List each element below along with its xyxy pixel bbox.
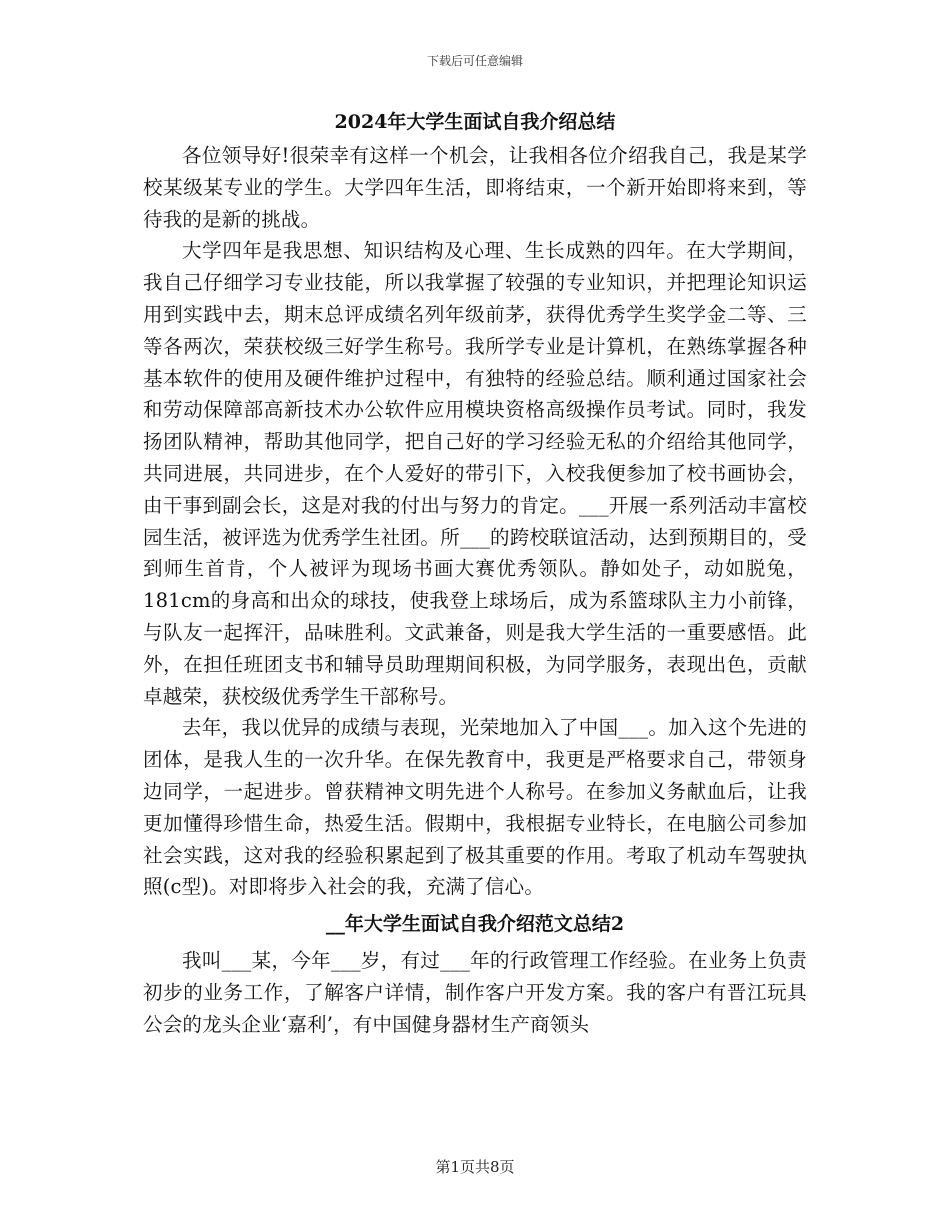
page-number-footer: 第1页共8页 xyxy=(435,1158,515,1176)
document-body xyxy=(143,104,807,1041)
paragraph-last-year: 去年，我以优异的成绩与表现，光荣地加入了中国___。加入这个先进的团体，是我人生的一次升华。在保先教育中，我更是严格要求自己，带领身边同学，一起进步。曾获精神文明先进个人称号。在参加义务献血后，让我更加懂得珍惜生命，热爱生活。假期中，我根据专业特长，在电脑公司参加社会实践，这对我的经验积累起到了极其重要的作用。考取了机动车驾驶执照(c型)。对即将步入社会的我，充满了信心。 xyxy=(143,716,807,899)
paragraph-university-years: 大学四年是我思想、知识结构及心理、生长成熟的四年。在大学期间，我自己仔细学习专业技能，所以我掌握了较强的专业知识，并把理论知识运用到实践中去，期末总评成绩名列年级前茅，获得优秀学生奖学金二等、三等各两次，荣获校级三好学生称号。我所学专业是计算机，在熟练掌握各种基本软件的使用及硬件维护过程中，有独特的经验总结。顺利通过国家社会和劳动保障部高新技术办公软件应用模块资格高级操作员考试。同时，我发扬团队精神，帮助其他同学，把自己好的学习经验无私的介绍给其他同学，共同进展，共同进步，在个人爱好的带引下，入校我便参加了校书画协会，由干事到副会长，这是对我的付出与努力的肯定。___开展一系列活动丰富校园生活，被评选为优秀学生社团。所___的跨校联谊活动，达到预期目的，受到师生首肯，个人被评为现场书画大赛优秀领队。静如处子，动如脱兔，181cm的身高和出众的球技，使我登上球场后，成为系篮球队主力小前锋，与队友一起挥汗，品味胜利。文武兼备，则是我大学生活的一重要感悟。此外，在担任班团支书和辅导员助理期间积极，为同学服务，表现出色，贡献卓越荣，获校级优秀学生干部称号。 xyxy=(143,239,807,708)
paragraph-greeting: 各位领导好!很荣幸有这样一个机会，让我相各位介绍我自己，我是某学校某级某专业的学生。大学四年生活，即将结束，一个新开始即将来到，等待我的是新的挑战。 xyxy=(143,144,807,231)
document-title: 2024年大学生面试自我介绍总结 xyxy=(334,111,616,133)
section-title-2: __年大学生面试自我介绍范文总结2 xyxy=(325,913,625,936)
page-header-note: 下载后可任意编辑 xyxy=(426,54,523,68)
paragraph-section-2-intro: 我叫___某，今年___岁，有过___年的行政管理工作经验。在业务上负责初步的业务工作，了解客户详情，制作客户开发方案。我的客户有晋江玩具公会的龙头企业‘嘉利’，有中国健身器材生产商领头 xyxy=(143,949,807,1036)
